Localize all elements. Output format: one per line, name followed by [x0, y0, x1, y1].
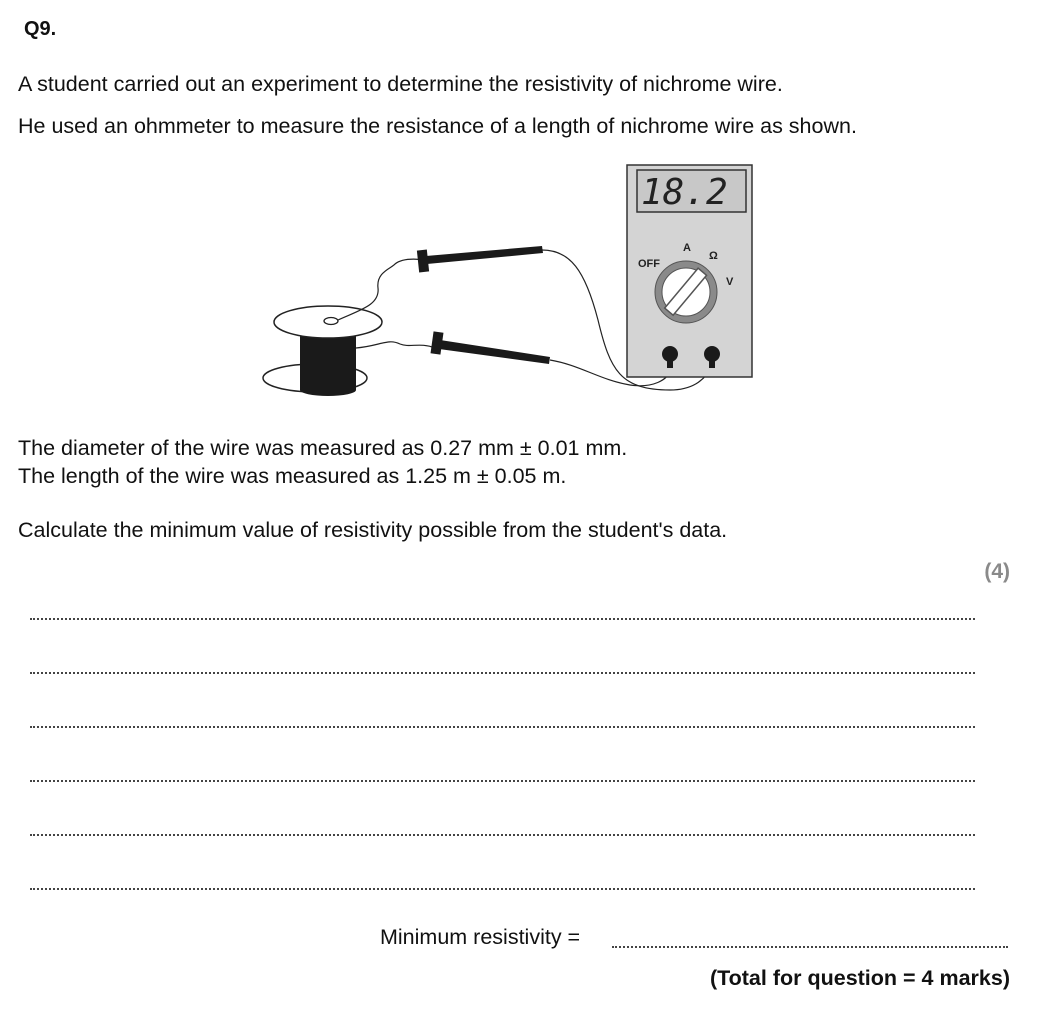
selector-dial [655, 261, 717, 323]
working-line[interactable] [30, 726, 975, 728]
task-statement: Calculate the minimum value of resistivity possible from the student's data. [18, 518, 728, 542]
length-statement: The length of the wire was measured as 1.25 m ± 0.05 m. [18, 464, 567, 488]
answer-label: Minimum resistivity = [380, 925, 581, 949]
probe-lower [431, 331, 550, 364]
total-marks: (Total for question = 4 marks) [709, 966, 1010, 990]
dial-label-v: V [726, 276, 734, 288]
intro-line-2: He used an ohmmeter to measure the resistance of a length of nichrome wire as shown. [18, 114, 857, 138]
marks-indicator: (4) [984, 560, 1010, 583]
working-line[interactable] [30, 618, 975, 620]
ohmmeter [627, 165, 752, 377]
probe-upper [417, 246, 543, 272]
dial-label-a: A [683, 242, 691, 254]
ohmmeter-apparatus-diagram [260, 160, 760, 410]
intro-line-1: A student carried out an experiment to determine the resistivity of nichrome wire. [18, 72, 783, 96]
dial-label-off: OFF [638, 258, 660, 270]
diameter-statement: The diameter of the wire was measured as 0.27 mm ± 0.01 mm. [18, 436, 628, 460]
question-number: Q9. [24, 18, 57, 40]
answer-row [380, 925, 1010, 953]
working-line[interactable] [30, 672, 975, 674]
working-line[interactable] [30, 834, 975, 836]
working-line[interactable] [30, 888, 975, 890]
working-line[interactable] [30, 780, 975, 782]
dial-label-ohm: Ω [709, 250, 718, 262]
wire-spool [263, 306, 382, 396]
answer-line[interactable] [612, 946, 1008, 948]
display-reading: 18.2 [641, 172, 728, 213]
